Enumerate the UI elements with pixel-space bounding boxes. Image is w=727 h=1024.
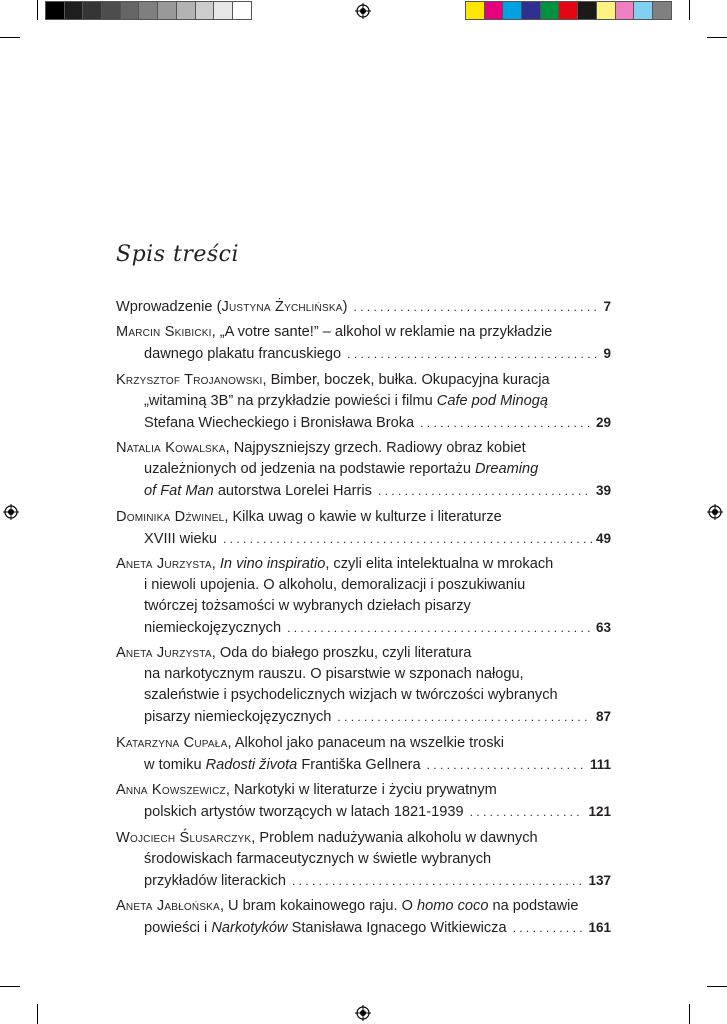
toc-entry[interactable] [116, 828, 611, 892]
table-of-contents [116, 296, 611, 943]
page-number: 9 [603, 346, 611, 362]
dot-leader [287, 618, 592, 639]
italic-title: of Fat Man [144, 483, 214, 500]
page-number: 87 [595, 709, 611, 725]
entry-text: Stefana Wiecheckiego i Bronisława Broka [144, 414, 415, 431]
toc-entry[interactable] [116, 554, 611, 639]
entry-author: Wojciech Ślusarczyk [116, 829, 252, 846]
toc-entry[interactable] [116, 370, 611, 434]
page-number: 29 [595, 414, 611, 430]
entry-last-line [116, 343, 611, 365]
page-title: Spis treści [116, 242, 239, 267]
crop-mark [707, 986, 727, 987]
entry-line: Natalia Kowalska, Najpyszniejszy grzech. Radiowy obraz kobiet [116, 440, 526, 457]
page-number: 7 [603, 299, 611, 314]
color-swatch [521, 1, 541, 20]
color-swatch [176, 1, 196, 20]
entry-text: niemieckojęzycznych [144, 619, 282, 636]
entry-last-line [116, 754, 611, 776]
toc-entry[interactable] [116, 507, 611, 550]
entry-last-line [116, 617, 611, 639]
dot-leader [427, 755, 586, 776]
entry-author: Justyna Żychlińska [221, 299, 343, 315]
crop-mark [689, 1004, 690, 1024]
toc-entry[interactable] [116, 733, 611, 776]
entry-line: na narkotycznym rauszu. O pisarstwie w szponach nałogu, [144, 666, 524, 683]
color-swatch [195, 1, 215, 20]
dot-leader [513, 918, 585, 939]
page-number: 49 [595, 530, 611, 546]
entry-author: Anna Kowszewicz [116, 782, 226, 799]
entry-author: Aneta Jurzysta [116, 555, 212, 572]
registration-mark-icon [355, 3, 371, 19]
page-number: 121 [588, 804, 611, 820]
crop-mark [37, 0, 38, 20]
toc-entry[interactable] [116, 780, 611, 823]
color-swatch [577, 1, 597, 20]
entry-line: szaleństwie i psychodelicznych wizjach w twórczości wybranych [144, 687, 558, 704]
entry-text: of Fat Man autorstwa Lorelei Harris [144, 483, 372, 500]
entry-line: uzależnionych od jedzenia na podstawie reportażu Dreaming [144, 461, 539, 478]
entry-text: XVIII wieku [144, 530, 217, 547]
entry-last-line [116, 528, 611, 550]
color-swatch [633, 1, 653, 20]
color-swatch [652, 1, 672, 20]
color-swatch [465, 1, 485, 20]
color-swatch [64, 1, 84, 20]
entry-line: Katarzyna Cupała, Alkohol jako panaceum na wszelkie troski [116, 734, 505, 751]
entry-last-line [116, 917, 611, 939]
color-bar [465, 1, 671, 20]
color-swatch [45, 1, 65, 20]
italic-title: Dreaming [475, 461, 539, 478]
page-number: 39 [595, 483, 611, 499]
entry-line: Wojciech Ślusarczyk, Problem nadużywania alkoholu w dawnych [116, 829, 538, 846]
crop-mark [37, 1004, 38, 1024]
entry-text: Wprowadzenie (Justyna Żychlińska) [116, 299, 348, 315]
entry-author: Aneta Jurzysta [116, 645, 212, 662]
entry-last-line [116, 870, 611, 892]
crop-mark [707, 37, 727, 38]
entry-text: powieści i Narkotyków Stanisława Ignacego Witkiewicza [144, 919, 507, 936]
dot-leader [470, 802, 585, 823]
color-swatch [596, 1, 616, 20]
color-swatch [101, 1, 121, 20]
entry-text: w tomiku Radosti života Františka Gellnera [144, 756, 421, 773]
entry-last-line [116, 412, 611, 434]
entry-last-line [116, 706, 611, 728]
entry-line: Marcin Skibicki, „A votre sante!” – alkohol w reklamie na przykładzie [116, 324, 553, 341]
crop-mark [0, 986, 20, 987]
entry-author: Natalia Kowalska [116, 440, 226, 457]
entry-line: Aneta Jurzysta, In vino inspiratio, czyli elita intelektualna w mrokach [116, 555, 554, 572]
italic-title: In vino inspiratio [219, 555, 326, 572]
entry-last-line [116, 296, 611, 318]
dot-leader [420, 413, 592, 434]
entry-text: polskich artystów tworzących w latach 1821-1939 [144, 804, 464, 821]
entry-author: Aneta Jabłońska [116, 897, 220, 914]
italic-title: Narkotyków [211, 919, 288, 936]
registration-mark-icon [707, 504, 723, 520]
grayscale-bar [45, 1, 251, 20]
entry-line: Dominika Dźwinel, Kilka uwag o kawie w kulturze i literaturze [116, 508, 502, 525]
entry-author: Marcin Skibicki [116, 324, 212, 341]
toc-entry[interactable] [116, 643, 611, 728]
color-swatch [120, 1, 140, 20]
italic-title: Cafe pod Minogą [436, 392, 548, 409]
entry-line: Aneta Jurzysta, Oda do białego proszku, czyli literatura [116, 645, 472, 662]
color-swatch [484, 1, 504, 20]
color-swatch [213, 1, 233, 20]
color-swatch [157, 1, 177, 20]
page-number: 111 [589, 756, 611, 772]
page-number: 137 [588, 872, 611, 888]
dot-leader [223, 529, 592, 550]
entry-line: „witaminą 3B” na przykładzie powieści i filmu Cafe pod Minogą [144, 392, 548, 409]
crop-mark [0, 37, 20, 38]
entry-text: przykładów literackich [144, 872, 286, 889]
entry-line: twórczej tożsamości w wybranych dziełach pisarzy [144, 597, 471, 614]
dot-leader [378, 481, 592, 502]
color-swatch [615, 1, 635, 20]
color-swatch [82, 1, 102, 20]
entry-line: środowiskach farmaceutycznych w świetle wybranych [144, 850, 492, 867]
italic-title: homo coco [417, 897, 489, 914]
dot-leader [292, 871, 585, 892]
entry-author: Dominika Dźwinel [116, 508, 225, 525]
dot-leader [353, 297, 599, 318]
entry-last-line [116, 480, 611, 502]
dot-leader [337, 707, 592, 728]
entry-author: Krzysztof Trojanowski [116, 371, 263, 388]
entry-text: dawnego plakatu francuskiego [144, 346, 342, 363]
entry-author: Katarzyna Cupała [116, 734, 228, 751]
color-swatch [558, 1, 578, 20]
toc-entry[interactable] [116, 896, 611, 939]
entry-line: i niewoli upojenia. O alkoholu, demoralizacji i poszukiwaniu [144, 576, 526, 593]
page-number: 63 [595, 619, 611, 635]
color-swatch [540, 1, 560, 20]
entry-line: Anna Kowszewicz, Narkotyki w literaturze i życiu prywatnym [116, 782, 497, 799]
toc-entry[interactable] [116, 296, 611, 318]
italic-title: Radosti života [205, 756, 298, 773]
registration-mark-icon [355, 1005, 371, 1021]
toc-entry[interactable] [116, 322, 611, 365]
color-swatch [232, 1, 252, 20]
toc-entry[interactable] [116, 438, 611, 502]
entry-line: Aneta Jabłońska, U bram kokainowego raju. O homo coco na podstawie [116, 897, 579, 914]
entry-line: Krzysztof Trojanowski, Bimber, boczek, bułka. Okupacyjna kuracja [116, 371, 550, 388]
entry-text: pisarzy niemieckojęzycznych [144, 709, 332, 726]
entry-last-line [116, 801, 611, 823]
color-swatch [502, 1, 522, 20]
registration-mark-icon [3, 504, 19, 520]
dot-leader [347, 344, 599, 365]
page-number: 161 [588, 919, 611, 935]
crop-mark [689, 0, 690, 20]
color-swatch [138, 1, 158, 20]
